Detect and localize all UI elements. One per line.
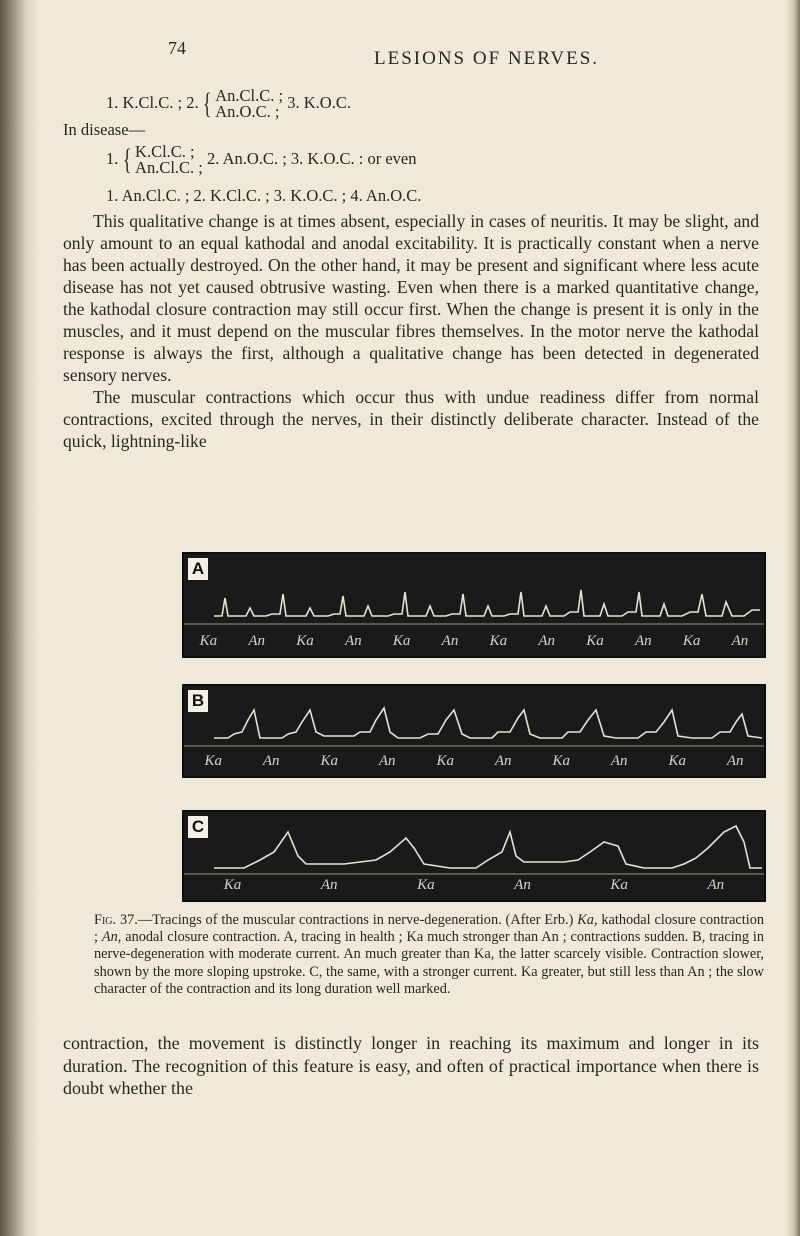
formula-stack xyxy=(135,144,203,176)
tracing-a-labels xyxy=(184,633,764,650)
tracing-c-labels xyxy=(184,877,764,894)
body-text-top xyxy=(63,210,759,452)
formula-stack-bottom: An.O.C. ; xyxy=(215,102,280,121)
tracing-b-letter: B xyxy=(188,690,208,712)
tracing-label: An xyxy=(610,753,628,769)
running-head-title: LESIONS OF NERVES. xyxy=(374,48,600,69)
paragraph-2: The muscular contractions which occur thus with undue readiness differ from normal contractions, excited through the nerves, in their distinctly deliberate character. Instead of the quick, lightning-like xyxy=(63,387,759,451)
caption-ka: Ka xyxy=(577,912,594,928)
tracing-label: Ka xyxy=(682,633,701,649)
tracing-label: An xyxy=(248,633,266,649)
formula-health xyxy=(106,88,351,120)
tracing-label: Ka xyxy=(489,633,508,649)
figure-number: Fig. 37. xyxy=(94,912,138,928)
formula-lead: In disease— xyxy=(63,120,146,139)
caption-text-1: —Tracings of the muscular contractions in nerve-degeneration. (After Erb.) xyxy=(137,912,578,928)
tracing-label: An xyxy=(726,753,744,769)
tracing-label: Ka xyxy=(392,633,411,649)
caption-text-2: , kathodal closure contraction ; xyxy=(94,912,764,946)
tracing-label: An xyxy=(345,633,362,649)
formula-disease-alt: 1. An.Cl.C. ; 2. K.Cl.C. ; 3. K.O.C. ; 4. An.O.C. xyxy=(106,186,422,205)
figure-caption xyxy=(94,912,764,998)
paragraph-1: This qualitative change is at times absent, especially in cases of neuritis. It may be slight, and only amount to an equal kathodal and anodal excitability. It is practically constant when a nerve has been actually destroyed. On the other hand, it may be present and significant where less acute disease has not yet caused obtrusive wasting. Even when there is a marked quantitative change, the kathodal closure contraction may still occur first. When the change is present it is only in the muscles, and it must depend on the muscular fibres themselves. In the motor nerve the kathodal response is always the first, although a qualitative change has been detected in degenerated sensory nerves. xyxy=(63,211,759,385)
formula-disease-part-c: 2. An.O.C. ; 3. K.O.C. : or even xyxy=(207,148,417,168)
tracing-label: Ka xyxy=(586,633,604,649)
tracing-label: Ka xyxy=(610,877,628,893)
page-binding-shadow xyxy=(0,0,40,1236)
formula-health-part-a: 1. K.Cl.C. ; 2. xyxy=(106,92,199,112)
tracing-c-letter: C xyxy=(188,816,208,838)
tracing-b-labels xyxy=(184,753,764,770)
formula-stack xyxy=(215,88,283,120)
tracing-a xyxy=(182,552,766,658)
tracing-label: Ka xyxy=(204,753,222,769)
tracing-label: Ka xyxy=(223,877,242,893)
caption-an: An xyxy=(101,929,118,946)
page-number: 74 xyxy=(168,38,186,58)
tracing-a-letter: A xyxy=(188,558,208,580)
formula-stack-top: An.Cl.C. ; xyxy=(215,86,284,105)
tracing-label: Ka xyxy=(668,753,686,769)
tracing-label: Ka xyxy=(199,633,218,649)
page-edge-shadow xyxy=(786,0,800,1236)
tracing-label: An xyxy=(514,877,531,893)
tracing-label: An xyxy=(538,633,555,649)
tracing-label: An xyxy=(494,753,512,769)
body-text-bottom xyxy=(63,1032,759,1100)
formula-brace: { xyxy=(122,143,132,176)
formula-brace: { xyxy=(202,87,212,120)
tracing-label: Ka xyxy=(296,633,314,649)
formula-stack-top: K.Cl.C. ; xyxy=(135,142,195,161)
tracing-label: Ka xyxy=(436,753,454,769)
tracing-label: An xyxy=(378,753,396,769)
tracing-label: Ka xyxy=(552,753,570,769)
tracing-label: An xyxy=(634,633,652,649)
formula-disease-part-a: 1. xyxy=(106,148,119,168)
formula-health-part-c: 3. K.O.C. xyxy=(287,92,351,112)
caption-text-3: , anodal closure contraction. A, tracing in health ; Ka much stronger than An ; contractions sudden. B, tracing in nerve-degeneration with moderate current. An much greater than Ka, the latter scarcely visible. Contraction slower, shown by the more sloping upstroke. C, the same, with a stronger current. Ka greater, but still less than An ; the slow character of the contraction and its long duration well marked. xyxy=(94,929,765,997)
tracing-label: Ka xyxy=(417,877,435,893)
formula-stack-bottom: An.Cl.C. ; xyxy=(135,158,203,177)
tracing-label: An xyxy=(707,877,725,893)
tracing-b xyxy=(182,684,766,778)
tracing-c xyxy=(182,810,766,902)
tracing-label: An xyxy=(320,877,338,893)
tracing-label: An xyxy=(731,633,749,649)
tracing-label: Ka xyxy=(320,753,338,769)
tracing-label: An xyxy=(441,633,459,649)
formula-disease xyxy=(106,144,416,176)
paragraph-3: contraction, the movement is distinctly longer in reaching its maximum and longer in its duration. The recognition of this feature is easy, and often of practical importance when there is doubt whether the xyxy=(63,1033,759,1098)
tracing-label: An xyxy=(262,753,280,769)
